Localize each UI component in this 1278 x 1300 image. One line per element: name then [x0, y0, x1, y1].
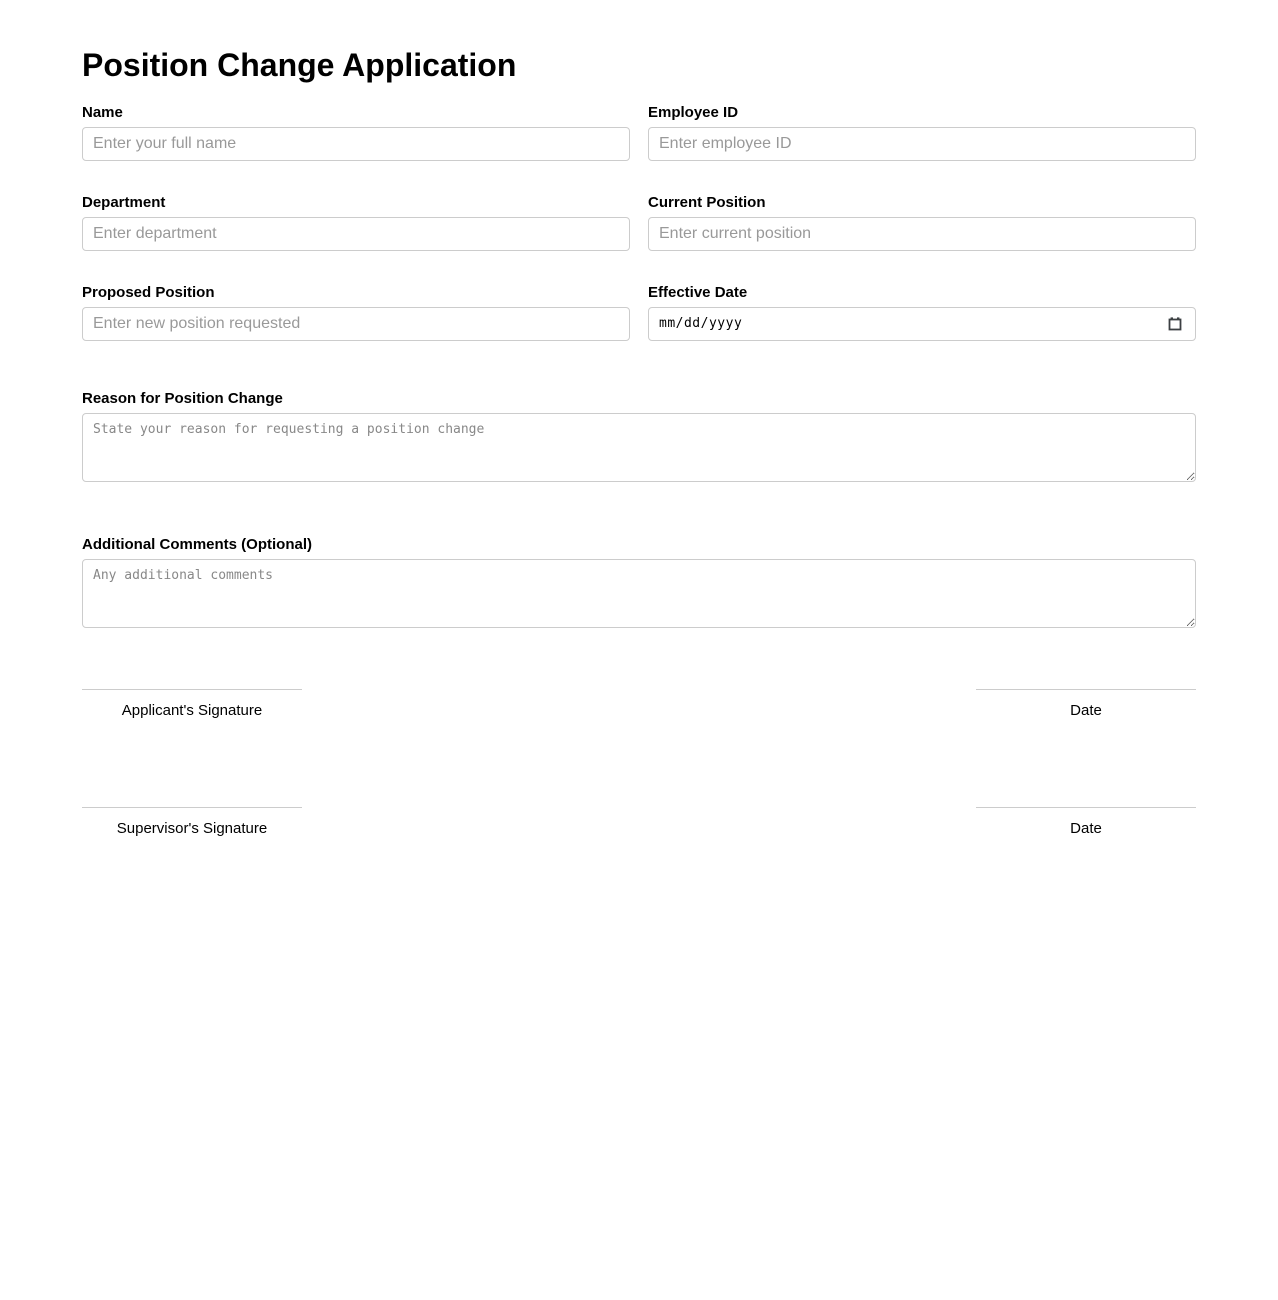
reason-section — [82, 391, 1196, 487]
supervisor-signature-block — [82, 807, 302, 838]
effective-date-label: Effective Date — [648, 283, 748, 301]
spacer — [82, 375, 1196, 391]
applicant-date-label: Date — [1070, 701, 1102, 719]
current-position-field-group — [648, 195, 1196, 251]
date-placeholder-value: mm/dd/yyyy — [659, 316, 743, 332]
comments-field-group — [82, 537, 1196, 633]
reason-field-group — [82, 391, 1196, 487]
current-position-label: Current Position — [648, 193, 766, 211]
reason-label: Reason for Position Change — [82, 389, 283, 407]
comments-label: Additional Comments (Optional) — [82, 535, 312, 553]
proposed-position-label: Proposed Position — [82, 283, 215, 301]
supervisor-date-block — [976, 807, 1196, 838]
supervisor-signature-label: Supervisor's Signature — [116, 819, 268, 837]
effective-date-field-group — [648, 285, 1196, 341]
employee-id-field-group — [648, 105, 1196, 161]
applicant-signature-label: Applicant's Signature — [121, 701, 263, 719]
name-input[interactable] — [82, 127, 630, 161]
current-position-input[interactable] — [648, 217, 1196, 251]
form-row-3 — [82, 285, 1196, 341]
form-row-1 — [82, 105, 1196, 161]
name-label: Name — [82, 103, 123, 121]
form-container — [82, 0, 1196, 838]
applicant-signature-block — [82, 689, 302, 720]
supervisor-date-label: Date — [1070, 819, 1102, 837]
employee-id-label: Employee ID — [648, 103, 739, 121]
form-row-2 — [82, 195, 1196, 251]
page-title: Position Change Application — [82, 47, 517, 83]
name-field-group — [82, 105, 630, 161]
department-label: Department — [82, 193, 166, 211]
applicant-signature-row — [82, 689, 1196, 720]
proposed-position-input[interactable] — [82, 307, 630, 341]
department-input[interactable] — [82, 217, 630, 251]
proposed-position-field-group — [82, 285, 630, 341]
employee-id-input[interactable] — [648, 127, 1196, 161]
reason-textarea[interactable] — [82, 413, 1196, 482]
comments-section — [82, 537, 1196, 633]
comments-textarea[interactable] — [82, 559, 1196, 628]
applicant-date-block — [976, 689, 1196, 720]
spacer — [82, 487, 1196, 537]
effective-date-input[interactable] — [648, 307, 1196, 341]
calendar-icon[interactable] — [1167, 316, 1183, 332]
supervisor-signature-row — [82, 807, 1196, 838]
department-field-group — [82, 195, 630, 251]
